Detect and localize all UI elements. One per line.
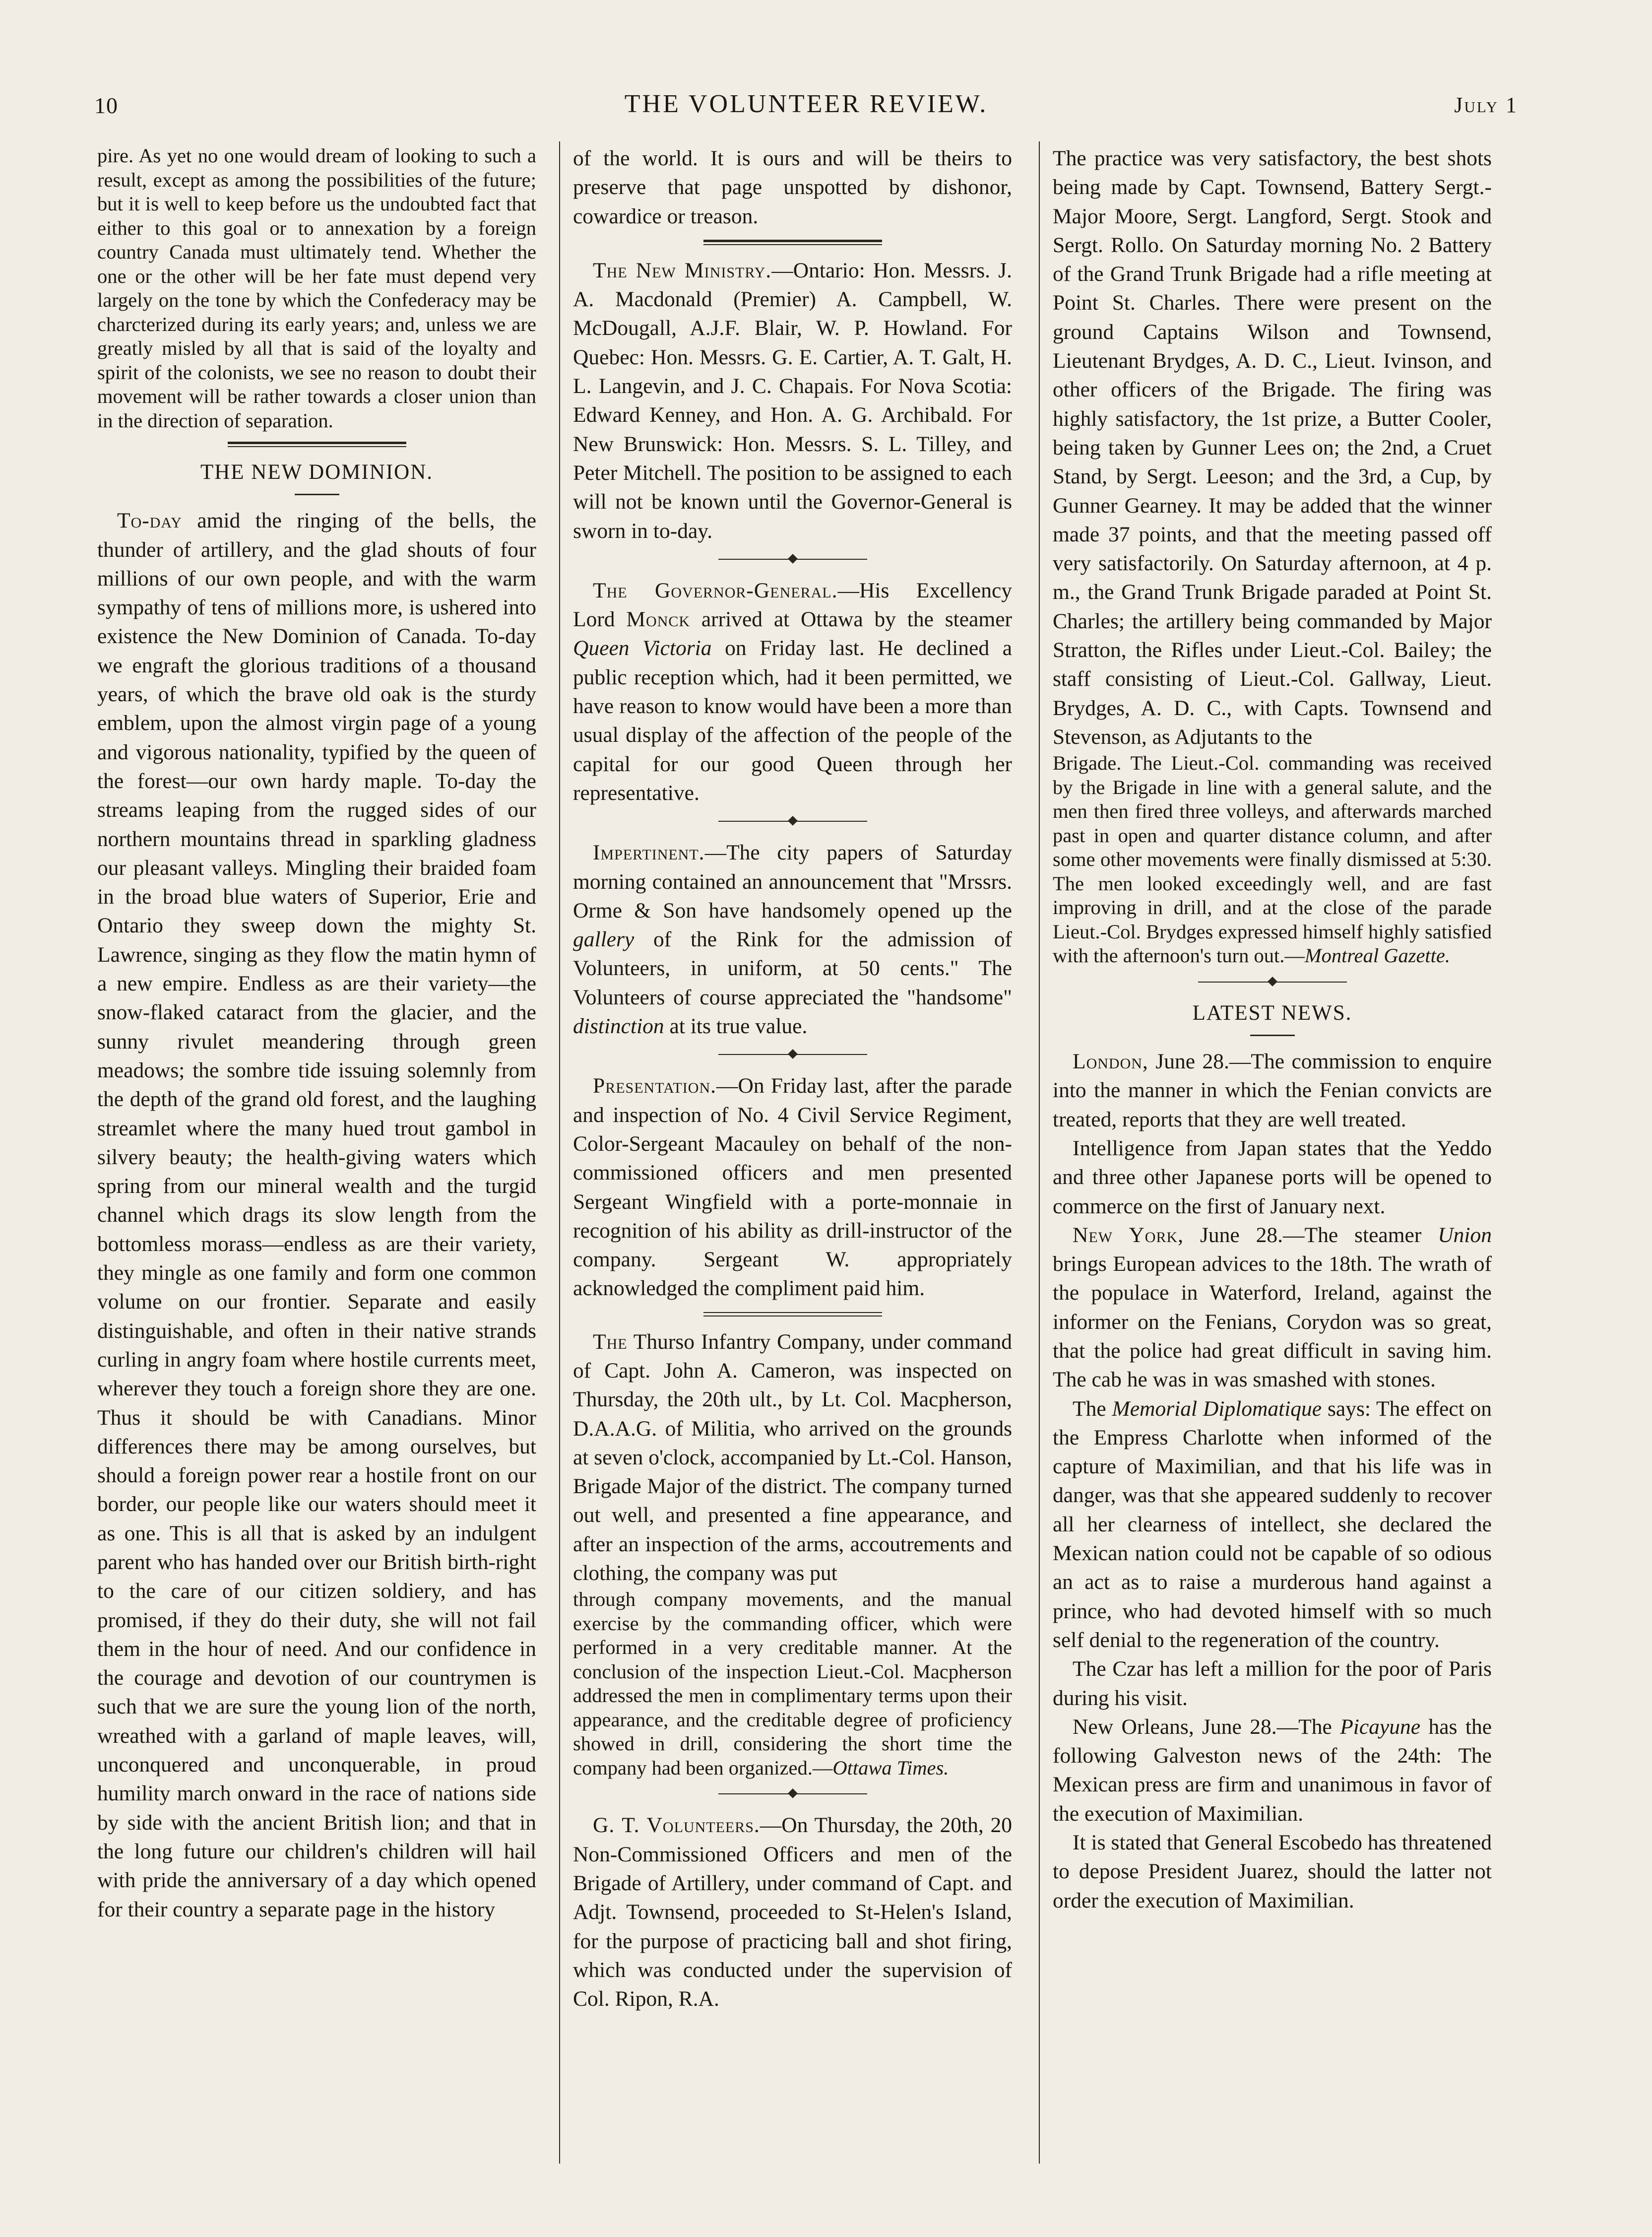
item-emphasis: gallery	[573, 927, 635, 952]
item-emphasis: distinction	[573, 1014, 664, 1039]
item-lead: G. T. Volunteers.	[593, 1813, 760, 1838]
news-item	[1053, 1394, 1492, 1655]
news-item	[573, 1071, 1012, 1303]
item-text: of the Rink for the admission of Volunteers, in uniform, at 50 cents." The Volunteers of course appreciated the "handsome"	[573, 927, 1012, 1009]
item-name: Monck	[626, 607, 691, 632]
article-continuation	[1053, 751, 1492, 968]
item-text: arrived at Ottawa by the steamer	[701, 607, 1012, 632]
item-ship: Queen Victoria	[573, 636, 712, 660]
news-item	[1053, 1712, 1492, 1828]
news-item	[573, 576, 1012, 807]
article-continuation: pire. As yet no one would dream of looking to such a result, except as among the possibilities of the future; but it is well to keep before us the undoubted fact that either to this goal or to annexation by a foreign country Canada must ultimately tend. Whether the one or the other will be her fate must depend very largely on the tone by which the Confederacy may be charcterized during its early years; and, unless we are greatly misled by all that is said of the loyalty and spirit of the colonists, we see no reason to doubt their movement will be rather towards a closer union than in the direction of separation.	[97, 144, 536, 432]
item-text: June 28.—The steamer	[1200, 1223, 1422, 1247]
article-paragraph	[97, 506, 536, 1924]
column-3	[1053, 144, 1492, 2193]
page-header	[94, 79, 1518, 134]
news-item: It is stated that General Escobedo has threatened to depose President Juarez, should the latter not order the execution of Maximilian.	[1053, 1831, 1492, 1912]
item-lead: London,	[1073, 1050, 1148, 1074]
news-item: The Czar has left a million for the poor of Paris during his visit.	[1053, 1657, 1492, 1710]
item-ship: Union	[1438, 1223, 1492, 1247]
column-divider	[559, 141, 560, 2164]
news-item	[573, 256, 1012, 545]
item-text: —On Friday last, after the parade and inspection of No. 4 Civil Service Regiment, Color-Sergeant Macauley on behalf of the non-commissioned officers and men presented Sergeant Wingfield with a porte-monnaie in recognition of his ability as drill-instructor of the company. Sergeant W. appropriately acknowledged the compliment paid him.	[573, 1074, 1012, 1301]
ornament-rule	[718, 553, 867, 565]
column-2	[573, 144, 1012, 2193]
item-source: Ottawa Times.	[832, 1756, 949, 1779]
item-text: Thurso Infantry Company, under command of Capt. John A. Cameron, was inspected on Thursday, the 20th ult., by Lt. Col. Macpherson, D.A.A.G. of Militia, who arrived on the grounds at seven o'clock, accompanied by Lt.-Col. Hanson, Brigade Major of the district. The company turned out well, and presented a fine appearance, and after an inspection of the arms, accoutrements and clothing, the company was put	[573, 1329, 1012, 1585]
news-item: Intelligence from Japan states that the Yeddo and three other Japanese ports will be opened to commerce on the first of January next.	[1053, 1136, 1492, 1218]
item-source: Memorial Diplomatique	[1112, 1396, 1322, 1421]
item-source: Montreal Gazette.	[1304, 944, 1451, 967]
paragraph-text: amid the ringing of the bells, the thunder of artillery, and the glad shouts of four millions of our own people, and with the warm sympathy of tens of millions more, is ushered into existence the New Dominion of Canada. To-day we engraft the glorious traditions of a thousand years, of which the brave old oak is the sturdy emblem, upon the almost virgin page of a young and vigorous nationality, typified by the queen of the forest—our own hardy maple. To-day the streams leaping from the rugged sides of our northern mountains thread in sparkling gladness our pleasant valleys. Mingling their braided foam in the broad blue waters of Superior, Erie and Ontario they sweep down the mighty St. Lawrence, singing as they flow the matin hymn of a new empire. Endless as are their variety—the snow-flaked cataract from the glacier, and the sunny rivulet meandering through green meadows; the sombre tide issuing solemnly from the depth of the grand old forest, and the laughing streamlet where the many hued trout gambol in silvery beauty; the health-giving waters which spring from our mineral wealth and the turgid channel which drags its slow length from the bottomless morass—endless as are their variety, they mingle as one family and form one common volume on our frontier. Separate and easily distinguishable, and often in their native strands curling in angry foam where hostile currents meet, wherever they touch a foreign shore they are one. Thus it should be with Canadians. Minor differences there may be among ourselves, but should a foreign power rear a hostile front on our border, our people like our waters should meet it as one. This is all that is asked by an indulgent parent who has handed over our British birth-right to the care of our citizen soldiery, and has promised, if they do their duty, she will not fail them in the hour of need. And our confidence in the courage and devotion of our countrymen is such that we are sure the young lion of the north, wreathed with a garland of maple leaves, will, unconquered and unconquerable, in proud humility march onward in the race of nations side by side with the ancient British lion; and that in the long future our children's children will hail with pride the anniversary of a day which opened for their country a separate page in the history	[97, 509, 536, 1921]
news-item	[1053, 1047, 1492, 1134]
column-divider	[1039, 141, 1040, 2164]
ornament-rule	[718, 815, 867, 827]
item-text: —His Excellency Lord	[573, 578, 1012, 632]
ornament-rule	[718, 1049, 867, 1060]
masthead-title: THE VOLUNTEER REVIEW.	[624, 90, 988, 118]
heading-rule	[1250, 1035, 1295, 1036]
ornament-rule	[718, 1788, 867, 1800]
article-heading: THE NEW DOMINION.	[200, 461, 434, 484]
item-lead: The Governor-General.	[593, 578, 838, 602]
item-text: through company movements, and the manual exercise by the commanding officer, which were performed in a very creditable manner. At the conclusion of the inspection Lieut.-Col. Macpherson addressed the men in complimentary terms upon their appearance, and the creditable degree of proficiency showed in drill, considering the short time the company had been organized.—	[573, 1588, 1012, 1779]
news-item	[573, 1327, 1012, 1588]
item-text: at its true value.	[669, 1014, 808, 1039]
page-number: 10	[94, 93, 118, 118]
column-1	[97, 144, 536, 2193]
item-lead: Impertinent.	[593, 841, 705, 865]
heading-rule	[295, 494, 339, 495]
item-text: —Ontario: Hon. Messrs. J. A. Macdonald (Premier) A. Campbell, W. McDougall, A.J.F. Blair, W. P. Howland. For Quebec: Hon. Messrs. G. E. Cartier, A. T. Galt, H. L. Langevin, and J. C. Chapais. For Nova Scotia: Edward Kenney, and Hon. A. G. Archibald. For New Brunswick: Hon. Messrs. S. L. Tilley, and Peter Mitchell. The position to be assigned to each will not be known until the Governor-General is sworn in to-day.	[573, 258, 1012, 543]
news-item	[573, 1811, 1012, 2013]
section-divider	[228, 442, 406, 447]
item-text: —The city papers of Saturday morning contained an announcement that "Mrssrs. Orme & Son have handsomely opened up the	[573, 841, 1012, 922]
item-lead: New York,	[1073, 1223, 1184, 1247]
item-text: —On Thursday, the 20th, 20 Non-Commissioned Officers and men of the Brigade of Artillery, under command of Capt. and Adjt. Townsend, proceeded to St-Helen's Island, for the purpose of practicing ball and shot firing, which was conducted under the supervision of Col. Ripon, R.A.	[573, 1813, 1012, 2011]
item-source: Picayune	[1340, 1714, 1421, 1739]
item-lead: Presentation.	[593, 1074, 716, 1098]
issue-date: July 1	[1454, 93, 1518, 117]
section-divider	[703, 240, 882, 245]
item-text: June 28.—The commission to enquire into the manner in which the Fenian convicts are treated, reports that they are well treated.	[1053, 1050, 1492, 1131]
news-item-continued	[573, 1587, 1012, 1780]
item-text: Brigade. The Lieut.-Col. commanding was received by the Brigade in line with a general salute, and the men then fired three volleys, and afterwards marched past in open and quarter distance column, and after some other movements were finally dismissed at 5:30. The men looked exceedingly well, and are fast improving in drill, and at the close of the parade Lieut.-Col. Brydges expressed himself highly satisfied with the afternoon's turn out.—	[1053, 752, 1492, 967]
item-text: on Friday last. He declined a public reception which, had it been permitted, we have reason to know would have been a more than usual display of the affection of the people of the capital for our good Queen through her representative.	[573, 636, 1012, 805]
news-item	[1053, 1221, 1492, 1394]
lead-word: To-day	[117, 509, 182, 533]
item-text: has the following Galveston news of the 24th: The Mexican press are firm and unanimous in favor of the execution of Maximilian.	[1053, 1714, 1492, 1826]
item-text: brings European advices to the 18th. The wrath of the populace in Waterford, Ireland, against the informer on the Fenians, Corydon was so great, that the police had great difficult in saving him. The cab he was in was smashed with stones.	[1053, 1252, 1492, 1392]
article-continuation: of the world. It is ours and will be theirs to preserve that page unspotted by dishonor, cowardice or treason.	[573, 146, 1012, 228]
section-divider	[703, 1312, 882, 1316]
item-text: says: The effect on the Empress Charlotte when informed of the capture of Maximilian, and that his life was in danger, was that she appeared suddenly to recover all her clearness of intellect, she declared the Mexican nation could not be capable of so odious an act as to raise a murderous hand against a prince, who had devoted himself with so much self denial to the regeneration of the country.	[1053, 1396, 1492, 1652]
item-lead: The	[593, 1329, 628, 1354]
section-heading: LATEST NEWS.	[1192, 1001, 1352, 1025]
item-text: New Orleans, June 28.—The	[1073, 1714, 1332, 1739]
article-continuation: The practice was very satisfactory, the best shots being made by Capt. Townsend, Battery Sergt.-Major Moore, Sergt. Langford, Sergt. Stook and Sergt. Rollo. On Saturday morning No. 2 Battery of the Grand Trunk Brigade had a rifle meeting at Point St. Charles. There were present on the ground Captains Wilson and Townsend, Lieutenant Brydges, A. D. C., Lieut. Ivinson, and other officers of the Brigade. The firing was highly satisfactory, the 1st prize, a Butter Cooler, being taken by Gunner Lees on; the 2nd, a Cruet Stand, by Sergt. Leeson; and the 3rd, a Cup, by Gunner Gearney. It may be added that the winner made 37 points, and that the meeting passed off very satisfactorily. On Saturday afternoon, at 4 p. m., the Grand Trunk Brigade paraded at Point St. Charles; the artillery being commanded by Major Stratton, the Rifles under Lieut.-Col. Bailey; the staff consisting of Lieut.-Col. Gallway, Lieut. Brydges, A. D. C., with Capts. Townsend and Stevenson, as Adjutants to the	[1053, 146, 1492, 749]
item-lead: The New Ministry.	[593, 258, 772, 282]
news-item	[573, 838, 1012, 1041]
item-text: The	[1073, 1396, 1106, 1421]
ornament-rule	[1198, 976, 1347, 988]
